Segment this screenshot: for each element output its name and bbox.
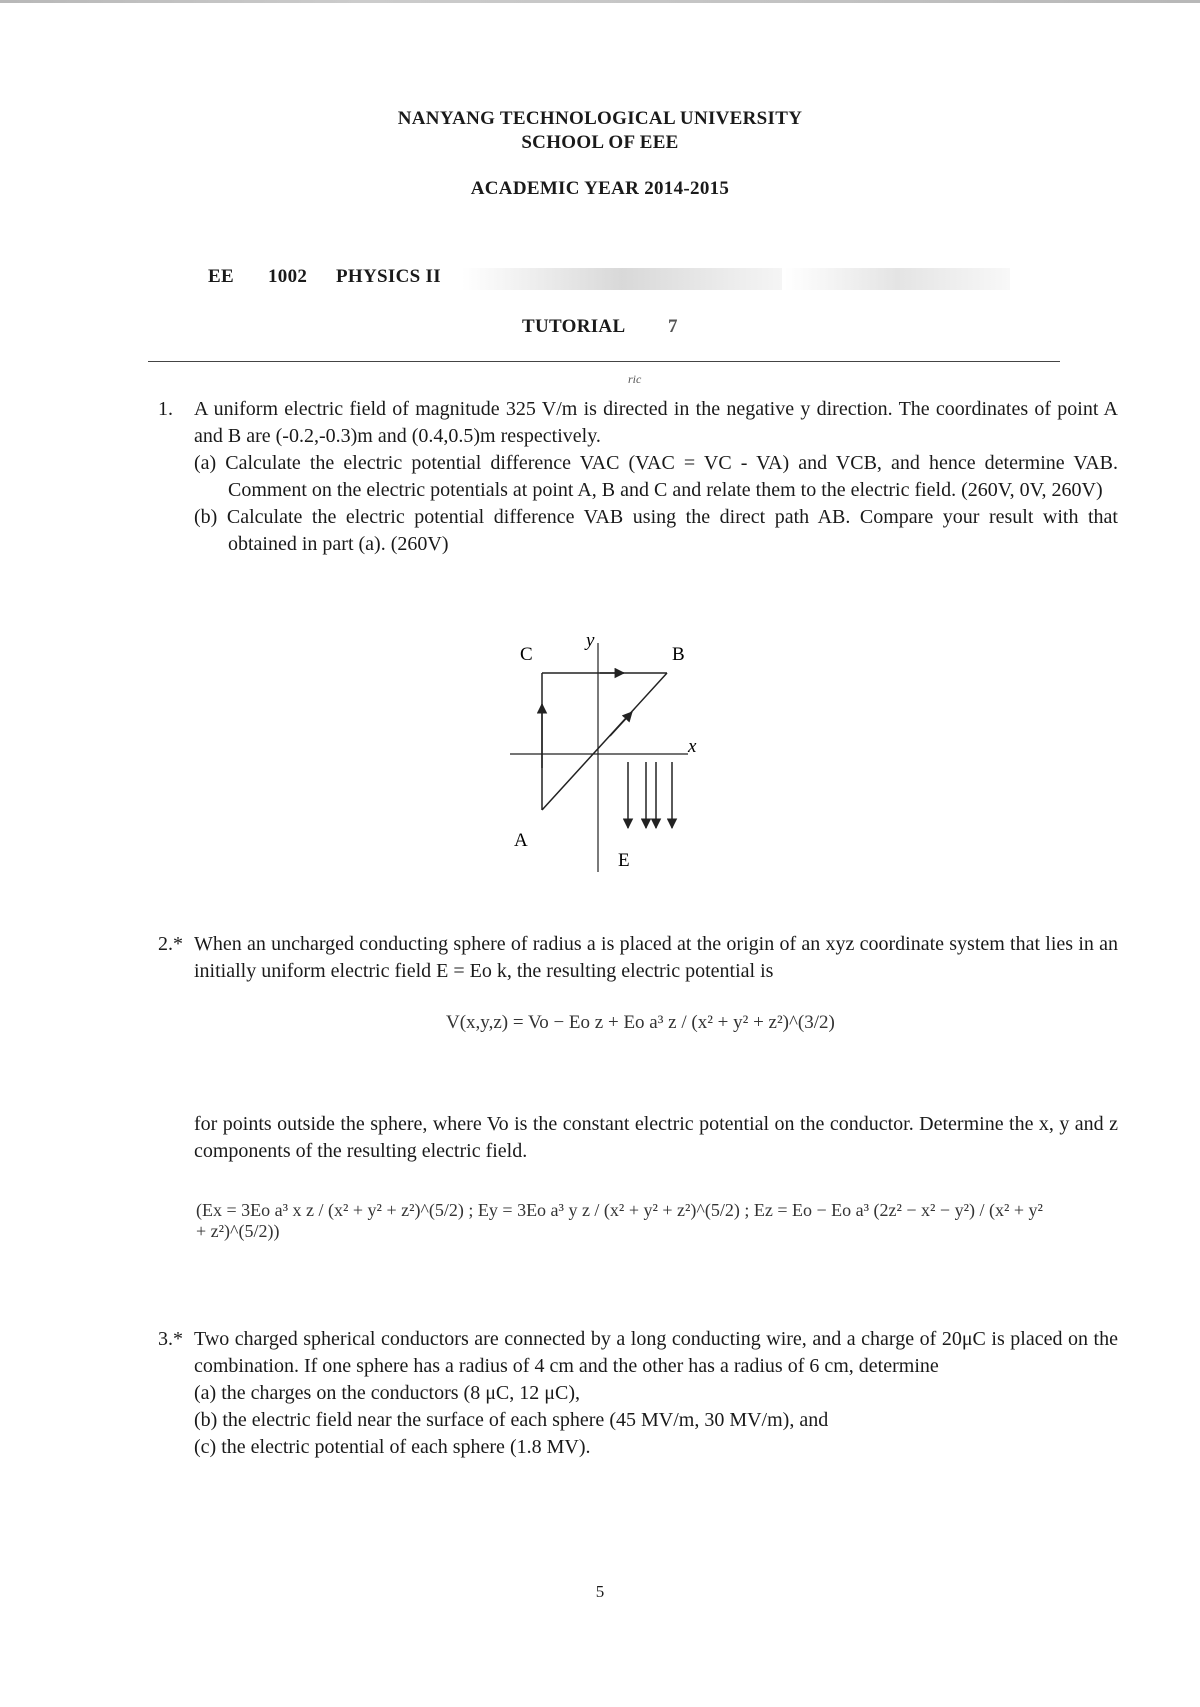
path-a-to-b xyxy=(542,673,667,810)
potential-formula: V(x,y,z) = Vo − Eo z + Eo a³ z / (x² + y² + z²)^(3/2) xyxy=(446,1012,835,1033)
question-text: When an uncharged conducting sphere of radius a is placed at the origin of an xyz coordinate system that lies in an initially uniform electric field E = Eo k, the resulting electric potential is xyxy=(194,933,1118,982)
question-part-b: (b) the electric field near the surface of each sphere (45 MV/m, 30 MV/m), and xyxy=(194,1409,829,1431)
handwritten-note: ric xyxy=(628,372,642,386)
question-number: 3.* xyxy=(158,1328,183,1350)
label-y-axis: y xyxy=(586,630,595,651)
question-2 xyxy=(158,931,1118,985)
question-number: 2.* xyxy=(158,933,183,955)
course-name: PHYSICS II xyxy=(336,266,441,287)
question-1 xyxy=(158,396,1118,558)
page-number: 5 xyxy=(595,1582,605,1601)
label-point-b: B xyxy=(672,644,685,665)
question-2-continued xyxy=(158,1111,1118,1165)
tutorial-label: TUTORIAL xyxy=(522,316,626,337)
question-part-a: (a) Calculate the electric potential difference VAC (VAC = VC - VA) and VCB, and hence determine VAB. Comment on the electric potentials at point A, B and C and relate them to the electric field. (260V, 0V, 260V) xyxy=(194,452,1118,501)
question-part-b: (b) Calculate the electric potential difference VAB using the direct path AB. Compare your result with that obtained in part (a). (260V) xyxy=(194,506,1118,555)
arrow-a-to-b xyxy=(610,712,632,736)
question-text: for points outside the sphere, where Vo is the constant electric potential on the conductor. Determine the x, y and z components of the resulting electric field. xyxy=(194,1113,1118,1162)
header-divider xyxy=(148,361,1060,362)
question-3 xyxy=(158,1326,1118,1461)
question-text: Two charged spherical conductors are connected by a long conducting wire, and a charge of 20μC is placed on the combination. If one sphere has a radius of 4 cm and the other has a radius of 6 cm, determine xyxy=(194,1328,1118,1377)
field-components-answer: (Ex = 3Eo a³ x z / (x² + y² + z²)^(5/2) ; Ey = 3Eo a³ y z / (x² + y² + z²)^(5/2) ; Ez = Eo − Eo a³ (2z² − x² − y²) / (x² + y² + z²)^(5/2)) xyxy=(196,1200,1043,1241)
field-diagram xyxy=(500,628,720,878)
school-name: SCHOOL OF EEE xyxy=(521,132,679,153)
scan-top-edge xyxy=(0,0,1200,3)
course-code: 1002 xyxy=(268,266,308,287)
academic-year: ACADEMIC YEAR 2014-2015 xyxy=(470,178,730,199)
question-text: A uniform electric field of magnitude 325 V/m is directed in the negative y direction. The coordinates of point A and B are (-0.2,-0.3)m and (0.4,0.5)m respectively. xyxy=(194,398,1118,447)
label-field-e: E xyxy=(618,850,630,871)
question-part-c: (c) the electric potential of each sphere (1.8 MV). xyxy=(194,1436,591,1458)
label-point-c: C xyxy=(520,644,533,665)
label-point-a: A xyxy=(514,830,528,851)
university-name: NANYANG TECHNOLOGICAL UNIVERSITY xyxy=(397,108,803,129)
scan-smudge xyxy=(462,268,782,290)
label-x-axis: x xyxy=(688,736,697,757)
tutorial-number: 7 xyxy=(668,316,678,337)
scan-smudge xyxy=(785,268,1010,290)
course-prefix: EE xyxy=(208,266,234,287)
question-part-a: (a) the charges on the conductors (8 μC, 12 μC), xyxy=(194,1382,580,1404)
question-number: 1. xyxy=(158,398,173,420)
